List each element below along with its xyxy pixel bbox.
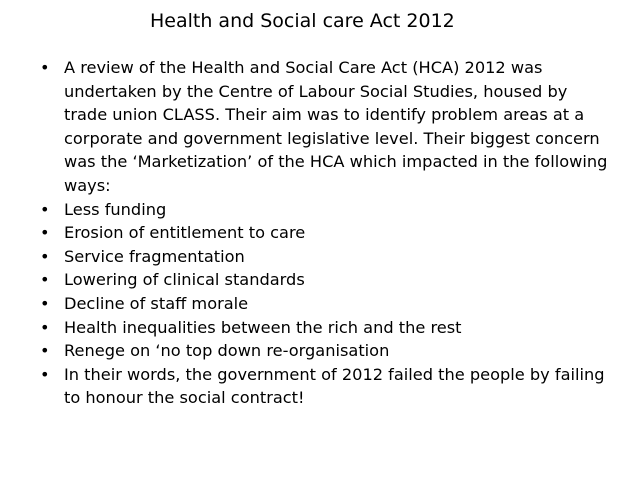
bullet-item-inequalities	[40, 316, 615, 340]
bullet-text: A review of the Health and Social Care Act (HCA) 2012 was undertaken by the Centre of Labour Social Studies, housed by trade union CLASS. Their aim was to identify problem areas at a corporate and government legislative level. Their biggest concern was the ‘Marketization’ of the HCA which impacted in the following ways:	[64, 58, 608, 195]
bullet-item-erosion	[40, 221, 615, 245]
bullet-icon: •	[40, 364, 50, 384]
slide-title: Health and Social care Act 2012	[150, 10, 455, 32]
bullet-icon: •	[40, 293, 50, 313]
bullet-text: Decline of staff morale	[64, 293, 249, 313]
bullet-text: Less funding	[64, 199, 167, 219]
bullet-item-renege	[40, 339, 615, 363]
bullet-text: Renege on ‘no top down re-organisation	[64, 341, 390, 361]
bullet-item-fragmentation	[40, 245, 615, 269]
bullet-item-conclusion	[40, 363, 615, 410]
bullet-item-intro	[40, 56, 615, 198]
bullet-text: Health inequalities between the rich and the rest	[64, 317, 462, 337]
bullet-icon: •	[40, 223, 50, 243]
bullet-item-staff-morale	[40, 292, 615, 316]
bullet-text: Service fragmentation	[64, 246, 245, 266]
bullet-text: Lowering of clinical standards	[64, 270, 305, 290]
bullet-item-clinical-standards	[40, 268, 615, 292]
bullet-icon: •	[40, 199, 50, 219]
bullet-text: Erosion of entitlement to care	[64, 223, 306, 243]
bullet-icon: •	[40, 341, 50, 361]
bullet-text: In their words, the government of 2012 failed the people by failing to honour the social contract!	[64, 364, 605, 408]
bullet-icon: •	[40, 246, 50, 266]
bullet-item-less-funding	[40, 198, 615, 222]
bullet-icon: •	[40, 317, 50, 337]
bullet-icon: •	[40, 58, 50, 77]
bullet-icon: •	[40, 270, 50, 290]
bullet-list	[40, 56, 615, 410]
